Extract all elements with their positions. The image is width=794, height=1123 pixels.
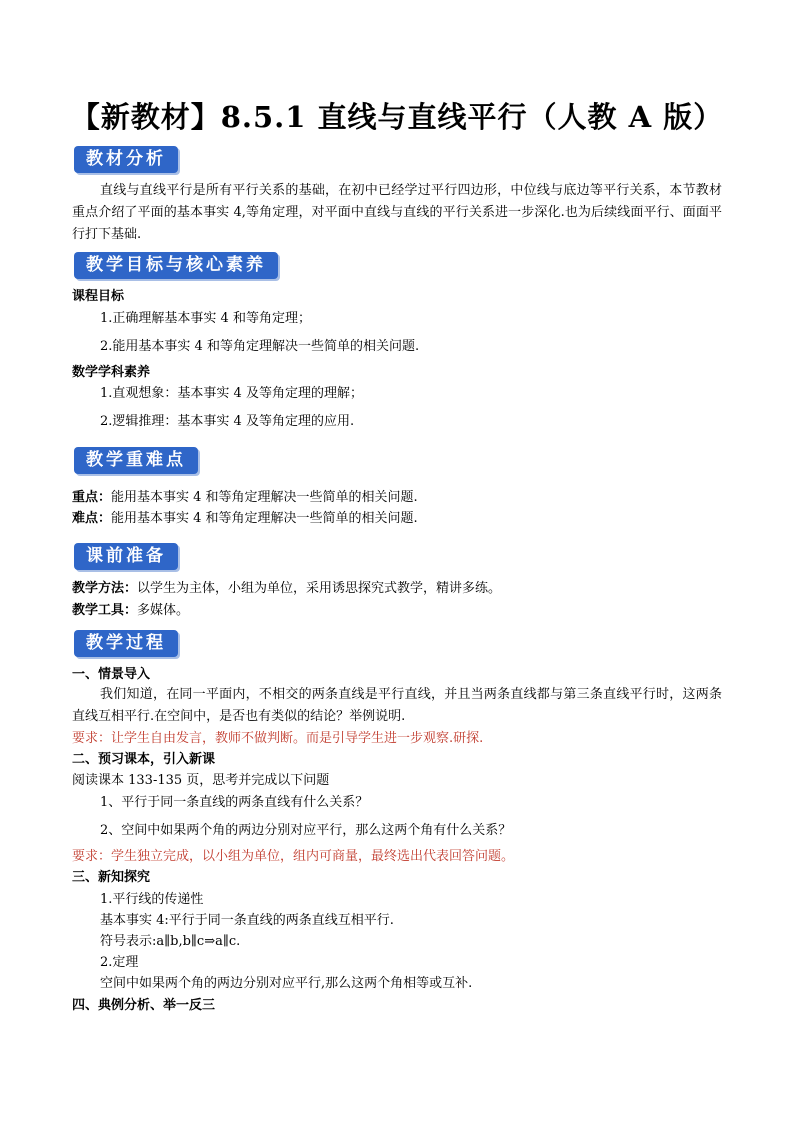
process-reading-task: 阅读课本 133-135 页，思考并完成以下问题	[72, 773, 330, 788]
method-line	[72, 580, 501, 598]
page-title: 【新教材】8.5.1 直线与直线平行（人教 A 版）	[70, 100, 724, 134]
process-heading-2: 二、预习课本，引入新课	[72, 752, 216, 767]
process-heading-1: 一、情景导入	[72, 667, 151, 682]
section-badge-goals: 教学目标与核心素养	[74, 252, 278, 279]
method-label: 教学方法：	[72, 581, 138, 596]
method-text: 以学生为主体，小组为单位，采用诱思探究式教学，精讲多练。	[137, 581, 502, 596]
course-goals-heading: 课程目标	[72, 289, 125, 304]
difficulty-label: 难点：	[72, 511, 112, 526]
difficulty-line	[72, 510, 418, 528]
section-badge-process: 教学过程	[74, 630, 178, 657]
key-point-line	[72, 489, 418, 507]
tools-label: 教学工具：	[72, 603, 138, 618]
process-heading-3: 三、新知探究	[72, 870, 151, 885]
tools-line	[72, 602, 189, 620]
process-heading-4: 四、典例分析、举一反三	[72, 998, 216, 1013]
process-intro-paragraph: 我们知道，在同一平面内，不相交的两条直线是平行直线，并且当两条直线都与第三条直线平行时，这两条直线互相平行.在空间中，是否也有类似的结论？举例说明.	[72, 687, 722, 724]
process-new-knowledge-5: 空间中如果两个角的两边分别对应平行,那么这两个角相等或互补.	[100, 976, 473, 991]
process-new-knowledge-4: 2.定理	[100, 955, 139, 970]
key-point-label: 重点：	[72, 490, 112, 505]
analysis-paragraph: 直线与直线平行是所有平行关系的基础，在初中已经学过平行四边形，中位线与底边等平行关系，本节教材重点介绍了平面的基本事实 4,等角定理，对平面中直线与直线的平行关系进一步深化.也为后续线面平行、面面平行打下基础.	[72, 183, 722, 242]
key-point-text: 能用基本事实 4 和等角定理解决一些简单的相关问题.	[111, 490, 418, 505]
section-badge-analysis: 教材分析	[74, 146, 178, 173]
process-requirement-2: 要求：学生独立完成，以小组为单位，组内可商量，最终选出代表回答问题。	[72, 849, 515, 864]
literacy-item: 2.逻辑推理：基本事实 4 及等角定理的应用.	[100, 414, 355, 429]
literacy-heading: 数学学科素养	[72, 365, 151, 380]
course-goal-item: 1.正确理解基本事实 4 和等角定理；	[100, 311, 311, 326]
literacy-item: 1.直观想象：基本事实 4 及等角定理的理解；	[100, 386, 363, 401]
process-new-knowledge-1: 1.平行线的传递性	[100, 892, 204, 907]
process-new-knowledge-3: 符号表示:a∥b,b∥c⇒a∥c.	[100, 934, 241, 949]
difficulty-text: 能用基本事实 4 和等角定理解决一些简单的相关问题.	[111, 511, 418, 526]
course-goal-item: 2.能用基本事实 4 和等角定理解决一些简单的相关问题.	[100, 339, 420, 354]
process-question-1: 1、平行于同一条直线的两条直线有什么关系？	[100, 795, 369, 810]
process-requirement-1: 要求：让学生自由发言，教师不做判断。而是引导学生进一步观察.研探.	[72, 731, 484, 746]
section-badge-key-points: 教学重难点	[74, 447, 198, 474]
tools-text: 多媒体。	[137, 603, 190, 618]
process-question-2: 2、空间中如果两个角的两边分别对应平行，那么这两个角有什么关系？	[100, 823, 512, 838]
section-badge-preparation: 课前准备	[74, 543, 178, 570]
process-new-knowledge-2: 基本事实 4:平行于同一条直线的两条直线互相平行.	[100, 913, 394, 928]
